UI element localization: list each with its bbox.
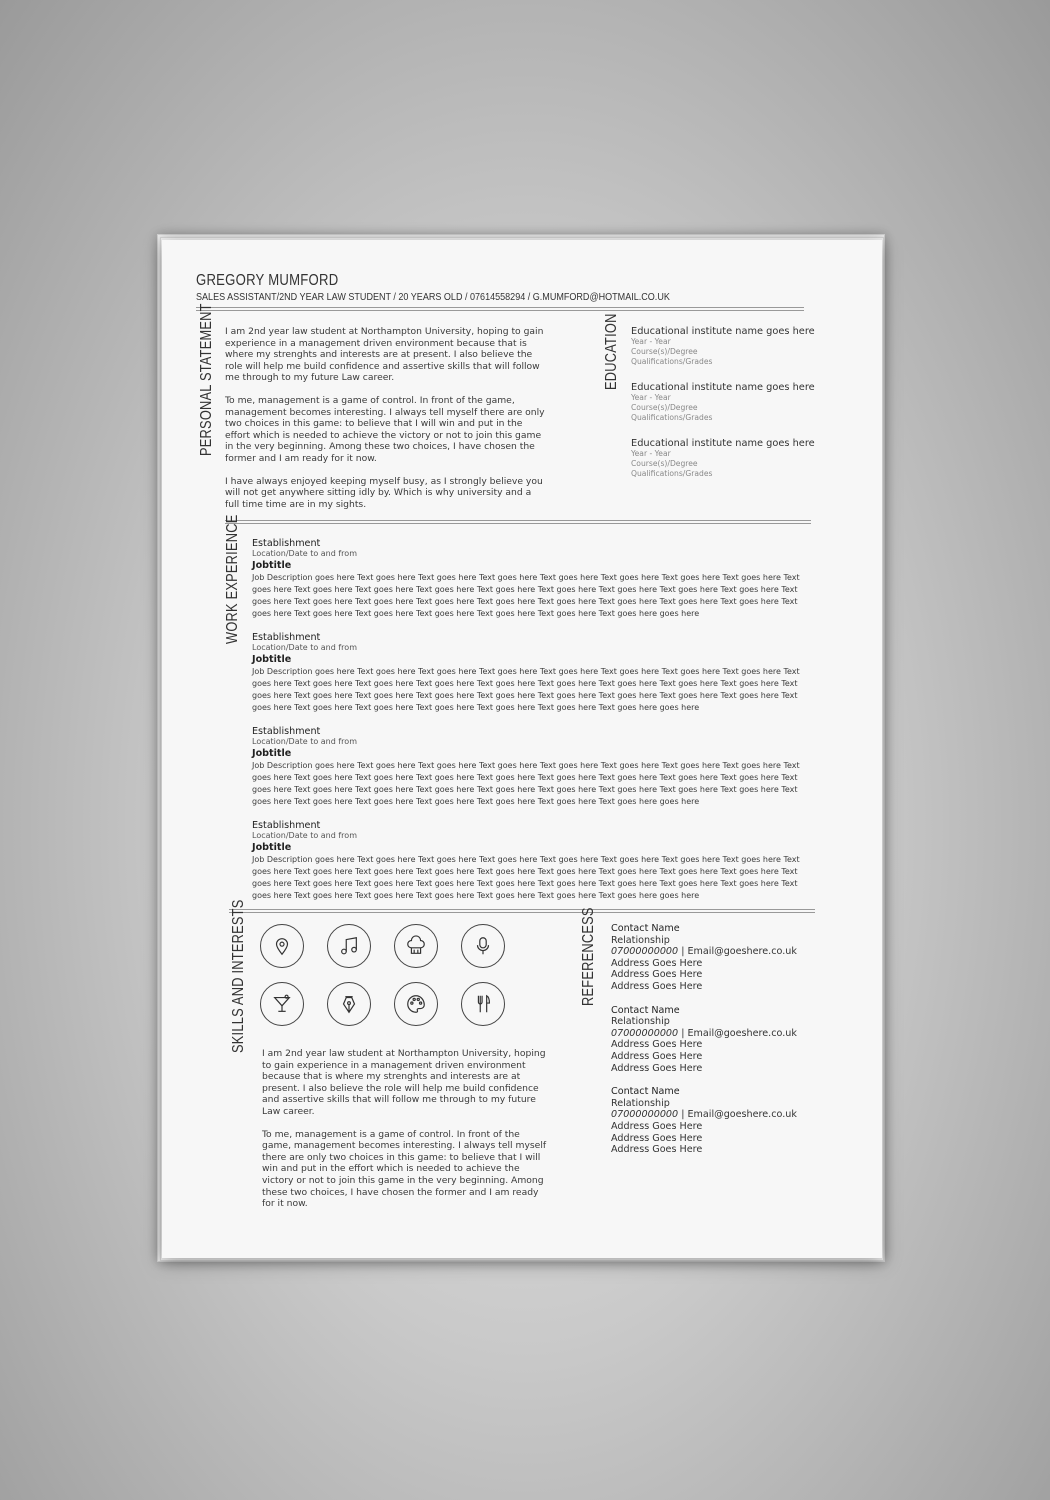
personal-statement-body bbox=[225, 326, 547, 521]
candidate-subtitle: SALES ASSISTANT/2ND YEAR LAW STUDENT / 20 YEARS OLD / 07614558294 / G.MUMFORD@HOTMAIL.CO.UK bbox=[196, 291, 670, 303]
reference-item bbox=[611, 1005, 831, 1075]
personal-statement-paragraph: To me, management is a game of control. In front of the game, management becomes interesting. I always tell myself there are only two choices in this game: to believe that I will win and put in the effort which is needed to achieve the victory or not to join this game in the very beginning. Among these two choices, I have chosen the former and I am ready for it now. bbox=[225, 394, 545, 464]
resume-page bbox=[162, 240, 882, 1258]
education-heading bbox=[603, 294, 621, 390]
reference-address: Address Goes Here bbox=[611, 1039, 703, 1051]
references-list bbox=[611, 923, 831, 1168]
education-item bbox=[631, 326, 861, 367]
reference-relationship: Relationship bbox=[611, 1016, 670, 1028]
reference-contact-name: Contact Name bbox=[611, 1086, 680, 1098]
reference-phone: 07000000000 bbox=[611, 1027, 679, 1039]
reference-phone-email bbox=[611, 946, 831, 958]
job-title: Jobtitle bbox=[252, 560, 292, 571]
reference-address: Address Goes Here bbox=[611, 1144, 703, 1156]
personal-statement-paragraph: I am 2nd year law student at Northampton University, hoping to gain experience in a management driven environment because that is where my strenghts and interests are at present. I also believe the role will help me build confidence and assertive skills that will follow me through to my future Law career. bbox=[225, 326, 544, 384]
education-item bbox=[631, 438, 861, 479]
education-list bbox=[631, 326, 861, 494]
reference-email: | Email@goeshere.co.uk bbox=[678, 1027, 797, 1039]
reference-item bbox=[611, 923, 831, 993]
section-divider-top bbox=[225, 520, 811, 521]
education-course: Course(s)/Degree bbox=[631, 347, 698, 356]
job-title: Jobtitle bbox=[252, 654, 292, 665]
skills-paragraph: To me, management is a game of control. In front of the game, management becomes interesting. I always tell myself there are only two choices in this game: to believe that I will win and put in the effort which is needed to achieve the victory or not to join this game in the very beginning. Among these two choices, I have chosen the former and I am ready for it now. bbox=[262, 1128, 547, 1210]
job-description: Job Description goes here Text goes here Text goes here Text goes here Text goes here Text goes here Text goes here Text goes here Text goes here Text goes here Text goes here Text goes here Text goes here Text goes here Text goes here Text goes here Text goes here Text goes here Text goes here Text goes here Text goes here Text goes here Text goes here Text goes here Text goes here Text goes here Text goes here Text goes here Text goes here Text goes here Text goes here Text goes here Text goes here goes here bbox=[252, 855, 800, 900]
references-heading-text: REFERENCESS bbox=[580, 907, 597, 1006]
job-description: Job Description goes here Text goes here Text goes here Text goes here Text goes here Text goes here Text goes here Text goes here Text goes here Text goes here Text goes here Text goes here Text goes here Text goes here Text goes here Text goes here Text goes here Text goes here Text goes here Text goes here Text goes here Text goes here Text goes here Text goes here Text goes here Text goes here Text goes here Text goes here Text goes here Text goes here Text goes here Text goes here Text goes here goes here bbox=[252, 573, 800, 618]
job-location-dates: Location/Date to and from bbox=[252, 549, 357, 558]
section-divider-bottom bbox=[225, 523, 811, 524]
reference-phone: 07000000000 bbox=[611, 1109, 679, 1121]
job-title: Jobtitle bbox=[252, 842, 292, 853]
job-location-dates: Location/Date to and from bbox=[252, 737, 357, 746]
job-entry bbox=[252, 820, 818, 902]
reference-email: | Email@goeshere.co.uk bbox=[678, 946, 797, 958]
personal-statement-heading bbox=[198, 265, 216, 456]
job-location-dates: Location/Date to and from bbox=[252, 831, 357, 840]
location-pin-icon bbox=[260, 924, 304, 968]
reference-address: Address Goes Here bbox=[611, 1050, 703, 1062]
microphone-icon bbox=[461, 924, 505, 968]
job-entry bbox=[252, 538, 818, 620]
education-institute: Educational institute name goes here bbox=[631, 326, 815, 337]
reference-email: | Email@goeshere.co.uk bbox=[678, 1109, 797, 1121]
skills-heading bbox=[230, 861, 248, 1053]
skills-paragraph: I am 2nd year law student at Northampton University, hoping to gain experience in a management driven environment because that is where my strenghts and interests are at present. I also believe the role will help me build confidence and assertive skills that will follow me through to my future Law career. bbox=[262, 1048, 546, 1117]
reference-address: Address Goes Here bbox=[611, 957, 703, 969]
skills-icon-grid bbox=[260, 924, 507, 1026]
section-divider-bottom bbox=[229, 912, 815, 913]
job-establishment: Establishment bbox=[252, 632, 321, 643]
education-grades: Qualifications/Grades bbox=[631, 469, 713, 478]
education-course: Course(s)/Degree bbox=[631, 459, 698, 468]
education-grades: Qualifications/Grades bbox=[631, 357, 713, 366]
reference-address: Address Goes Here bbox=[611, 1120, 703, 1132]
job-description: Job Description goes here Text goes here Text goes here Text goes here Text goes here Text goes here Text goes here Text goes here Text goes here Text goes here Text goes here Text goes here Text goes here Text goes here Text goes here Text goes here Text goes here Text goes here Text goes here Text goes here Text goes here Text goes here Text goes here Text goes here Text goes here Text goes here Text goes here Text goes here Text goes here Text goes here Text goes here Text goes here Text goes here goes here bbox=[252, 761, 800, 806]
personal-statement-heading-text: PERSONAL STATEMENT bbox=[198, 303, 215, 456]
education-item bbox=[631, 382, 861, 423]
personal-statement-paragraph: I have always enjoyed keeping myself busy, as I strongly believe you will not get anywhere sitting idly by. Which is why university and a full time time are in my sights. bbox=[225, 475, 543, 510]
references-heading bbox=[580, 883, 598, 1006]
reference-address: Address Goes Here bbox=[611, 1132, 703, 1144]
header-divider-bottom bbox=[196, 310, 804, 311]
education-grades: Qualifications/Grades bbox=[631, 413, 713, 422]
education-years: Year - Year bbox=[631, 393, 671, 402]
skills-body bbox=[262, 1048, 547, 1221]
job-location-dates: Location/Date to and from bbox=[252, 643, 357, 652]
music-note-icon bbox=[327, 924, 371, 968]
work-experience-list bbox=[252, 538, 818, 914]
reference-phone-email bbox=[611, 1109, 831, 1121]
reference-item bbox=[611, 1086, 831, 1156]
pen-nib-icon bbox=[327, 982, 371, 1026]
job-entry bbox=[252, 632, 818, 714]
reference-address: Address Goes Here bbox=[611, 980, 703, 992]
section-divider-top bbox=[229, 909, 815, 910]
skills-heading-text: SKILLS AND INTERESTS bbox=[230, 899, 247, 1053]
education-course: Course(s)/Degree bbox=[631, 403, 698, 412]
reference-address: Address Goes Here bbox=[611, 969, 703, 981]
reference-contact-name: Contact Name bbox=[611, 923, 680, 934]
education-years: Year - Year bbox=[631, 337, 671, 346]
education-heading-text: EDUCATION bbox=[603, 313, 620, 390]
work-experience-heading bbox=[224, 482, 242, 644]
chef-hat-icon bbox=[394, 924, 438, 968]
job-establishment: Establishment bbox=[252, 538, 321, 549]
education-institute: Educational institute name goes here bbox=[631, 382, 815, 393]
reference-phone: 07000000000 bbox=[611, 946, 679, 958]
education-institute: Educational institute name goes here bbox=[631, 438, 815, 449]
job-entry bbox=[252, 726, 818, 808]
job-title: Jobtitle bbox=[252, 748, 292, 759]
candidate-name: GREGORY MUMFORD bbox=[196, 272, 339, 289]
fork-knife-icon bbox=[461, 982, 505, 1026]
cocktail-icon bbox=[260, 982, 304, 1026]
header-divider-top bbox=[196, 307, 804, 308]
job-establishment: Establishment bbox=[252, 726, 321, 737]
work-experience-heading-text: WORK EXPERIENCE bbox=[224, 514, 241, 644]
reference-relationship: Relationship bbox=[611, 1097, 670, 1109]
job-establishment: Establishment bbox=[252, 820, 321, 831]
job-description: Job Description goes here Text goes here Text goes here Text goes here Text goes here Text goes here Text goes here Text goes here Text goes here Text goes here Text goes here Text goes here Text goes here Text goes here Text goes here Text goes here Text goes here Text goes here Text goes here Text goes here Text goes here Text goes here Text goes here Text goes here Text goes here Text goes here Text goes here Text goes here Text goes here Text goes here Text goes here Text goes here Text goes here goes here bbox=[252, 667, 800, 712]
paint-palette-icon bbox=[394, 982, 438, 1026]
reference-address: Address Goes Here bbox=[611, 1062, 703, 1074]
reference-relationship: Relationship bbox=[611, 934, 670, 946]
reference-contact-name: Contact Name bbox=[611, 1004, 680, 1016]
education-years: Year - Year bbox=[631, 449, 671, 458]
reference-phone-email bbox=[611, 1028, 831, 1040]
